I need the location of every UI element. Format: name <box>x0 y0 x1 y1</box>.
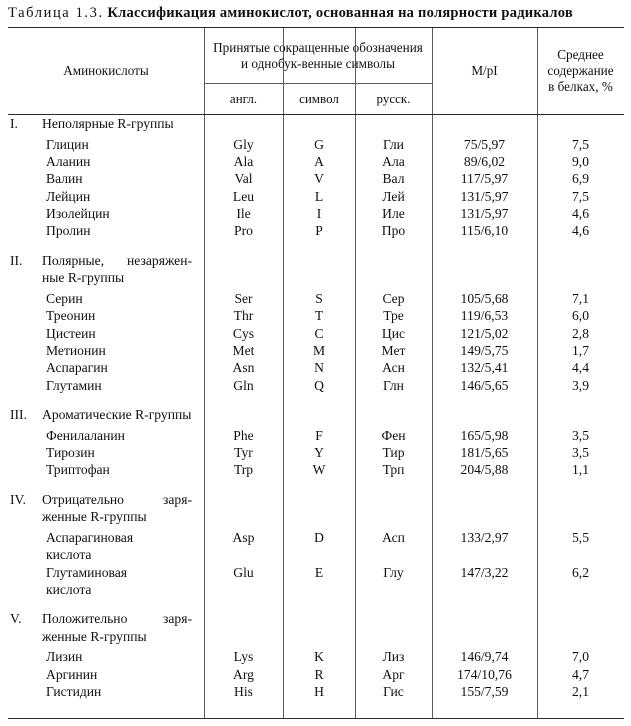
row-english-abbr: Gly <box>233 136 254 152</box>
row-mpi-value: 131/5,97 <box>460 188 509 204</box>
row-english-abbr: Ile <box>236 206 251 222</box>
group-numeral: IV. <box>10 491 26 507</box>
row-russian-abbr: Глн <box>383 377 404 393</box>
row-average-content: 1,7 <box>572 343 589 359</box>
table-header <box>8 28 624 114</box>
row-english-abbr: Glu <box>233 564 254 580</box>
row-amino-acid-name: Аспарагиновая кислота <box>46 529 134 563</box>
row-average-content: 7,5 <box>572 188 589 204</box>
table-row <box>8 529 624 564</box>
row-mpi-value: 146/9,74 <box>460 649 509 665</box>
group-numeral: V. <box>10 611 22 627</box>
row-one-letter-symbol: V <box>314 171 324 187</box>
row-spacer <box>8 240 624 245</box>
row-mpi-value: 131/5,97 <box>460 206 509 222</box>
row-one-letter-symbol: E <box>314 564 324 580</box>
row-mpi-value: 133/2,97 <box>460 529 509 545</box>
row-one-letter-symbol: K <box>314 649 324 665</box>
row-one-letter-symbol: I <box>316 206 322 222</box>
row-russian-abbr: Тре <box>383 308 404 324</box>
row-amino-acid-name: Серин <box>46 290 83 306</box>
row-average-content: 7,5 <box>572 136 589 152</box>
table-row <box>8 188 624 205</box>
caption-label: Таблица 1.3. <box>8 5 104 21</box>
table-caption <box>8 3 626 25</box>
row-mpi-value: 121/5,02 <box>460 325 509 341</box>
group-label: Полярные, незаряжен-ные R-группы <box>42 252 192 286</box>
table-row <box>8 325 624 342</box>
row-mpi-value: 155/7,59 <box>460 684 509 700</box>
row-english-abbr: Pro <box>234 223 253 239</box>
row-average-content: 3,5 <box>572 427 589 443</box>
row-mpi-value: 181/5,65 <box>460 445 509 461</box>
row-one-letter-symbol: N <box>314 360 324 376</box>
group-numeral: II. <box>10 252 23 268</box>
row-average-content: 3,9 <box>572 377 589 393</box>
row-russian-abbr: Тир <box>382 445 405 461</box>
row-amino-acid-name: Лейцин <box>46 188 91 204</box>
header-abbreviations: Принятые сокращенные обозначения и однобук-венные символы <box>213 39 423 71</box>
row-mpi-value: 146/5,65 <box>460 377 509 393</box>
row-one-letter-symbol: A <box>314 153 324 169</box>
row-spacer <box>8 479 624 484</box>
row-russian-abbr: Вал <box>382 171 405 187</box>
row-amino-acid-name: Тирозин <box>46 445 95 461</box>
row-amino-acid-name: Цистеин <box>46 325 96 341</box>
row-spacer <box>8 394 624 399</box>
row-one-letter-symbol: M <box>312 343 326 359</box>
row-russian-abbr: Арг <box>382 666 405 682</box>
row-one-letter-symbol: L <box>314 188 324 204</box>
group-header <box>8 115 624 133</box>
row-amino-acid-name: Фенилаланин <box>46 427 125 443</box>
row-russian-abbr: Про <box>381 223 406 239</box>
row-russian-abbr: Мет <box>381 343 406 359</box>
table-row <box>8 359 624 376</box>
table-row <box>8 136 624 153</box>
row-average-content: 6,9 <box>572 171 589 187</box>
header-sub-russian: русск. <box>376 91 411 106</box>
table-row <box>8 461 624 478</box>
table-row <box>8 342 624 359</box>
row-one-letter-symbol: F <box>315 427 323 443</box>
row-amino-acid-name: Пролин <box>46 223 91 239</box>
group-numeral: I. <box>10 116 18 131</box>
table-row <box>8 153 624 170</box>
row-russian-abbr: Фен <box>381 427 406 443</box>
table-body <box>8 115 624 718</box>
row-english-abbr: Arg <box>233 666 254 682</box>
row-english-abbr: Ser <box>234 290 253 306</box>
row-english-abbr: Asn <box>232 360 255 376</box>
row-mpi-value: 115/6,10 <box>460 223 509 239</box>
row-one-letter-symbol: W <box>312 462 326 478</box>
amino-acid-table <box>8 27 624 719</box>
row-russian-abbr: Асн <box>382 360 405 376</box>
group-header <box>8 406 624 424</box>
row-russian-abbr: Лей <box>382 188 405 204</box>
row-english-abbr: Gln <box>233 377 254 393</box>
row-average-content: 4,4 <box>572 360 589 376</box>
row-average-content: 1,1 <box>572 462 589 478</box>
row-amino-acid-name: Гистидин <box>46 684 102 700</box>
row-russian-abbr: Гис <box>383 684 404 700</box>
group-label: Ароматические R-группы <box>42 407 192 423</box>
row-one-letter-symbol: R <box>314 666 324 682</box>
row-english-abbr: Asp <box>232 529 255 545</box>
row-amino-acid-name: Аспарагин <box>46 360 108 376</box>
row-average-content: 5,5 <box>572 529 589 545</box>
row-english-abbr: Leu <box>232 188 255 204</box>
row-english-abbr: Cys <box>232 325 255 341</box>
row-russian-abbr: Иле <box>382 206 405 222</box>
row-average-content: 7,0 <box>572 649 589 665</box>
row-russian-abbr: Ала <box>382 153 405 169</box>
group-numeral: III. <box>10 407 27 423</box>
table-row <box>8 222 624 239</box>
table-row <box>8 290 624 307</box>
table-row <box>8 683 624 700</box>
row-mpi-value: 165/5,98 <box>460 427 509 443</box>
row-mpi-value: 105/5,68 <box>460 290 509 306</box>
row-average-content: 4,7 <box>572 666 589 682</box>
row-russian-abbr: Лиз <box>382 649 405 665</box>
row-amino-acid-name: Лизин <box>46 649 83 665</box>
row-one-letter-symbol: T <box>314 308 324 324</box>
row-amino-acid-name: Аргинин <box>46 666 98 682</box>
row-amino-acid-name: Изолейцин <box>46 206 110 222</box>
row-amino-acid-name: Триптофан <box>46 462 110 478</box>
row-spacer <box>8 598 624 603</box>
table-row <box>8 427 624 444</box>
row-amino-acid-name: Треонин <box>46 308 96 324</box>
row-mpi-value: 204/5,88 <box>460 462 509 478</box>
table-row <box>8 666 624 683</box>
row-mpi-value: 147/3,22 <box>460 564 509 580</box>
row-one-letter-symbol: H <box>314 684 324 700</box>
table-row <box>8 170 624 187</box>
table-row <box>8 564 624 599</box>
caption-title: Классификация аминокислот, основанная на полярности радикалов <box>107 5 574 21</box>
row-mpi-value: 174/10,76 <box>457 666 512 682</box>
row-amino-acid-name: Валин <box>46 171 83 187</box>
row-one-letter-symbol: P <box>315 223 323 239</box>
group-header <box>8 610 624 645</box>
row-english-abbr: Met <box>232 343 255 359</box>
row-mpi-value: 75/5,97 <box>463 136 506 152</box>
row-english-abbr: Trp <box>233 462 254 478</box>
row-mpi-value: 119/6,53 <box>460 308 509 324</box>
group-label: Положительно заря-женные R-группы <box>42 611 192 644</box>
row-english-abbr: Thr <box>233 308 254 324</box>
row-russian-abbr: Глу <box>383 564 404 580</box>
group-label: Неполярные R-группы <box>42 116 174 131</box>
row-russian-abbr: Цис <box>381 325 406 341</box>
table-row <box>8 648 624 665</box>
row-mpi-value: 149/5,75 <box>460 343 509 359</box>
row-average-content: 2,1 <box>572 684 589 700</box>
row-one-letter-symbol: C <box>314 325 324 341</box>
table-row <box>8 377 624 394</box>
header-sub-symbol: символ <box>299 91 339 106</box>
table-row <box>8 205 624 222</box>
header-amino-acids: Аминокислоты <box>63 63 149 78</box>
header-average-content: Среднее содержание в белках, % <box>547 47 614 94</box>
row-one-letter-symbol: S <box>315 290 323 306</box>
row-russian-abbr: Трп <box>382 462 405 478</box>
row-one-letter-symbol: Y <box>314 445 324 461</box>
header-mpi: M/pI <box>471 63 498 78</box>
row-average-content: 4,6 <box>572 206 589 222</box>
row-amino-acid-name: Глутамин <box>46 377 102 393</box>
row-amino-acid-name: Глицин <box>46 136 89 152</box>
row-english-abbr: Lys <box>233 649 254 665</box>
row-average-content: 7,1 <box>572 290 589 306</box>
row-english-abbr: Phe <box>233 427 254 443</box>
row-mpi-value: 117/5,97 <box>460 171 509 187</box>
row-one-letter-symbol: G <box>314 136 324 152</box>
table-row <box>8 444 624 461</box>
row-russian-abbr: Сер <box>382 290 405 306</box>
header-sub-english: англ. <box>229 91 258 106</box>
row-amino-acid-name: Аланин <box>46 153 91 169</box>
group-header <box>8 491 624 526</box>
group-header <box>8 252 624 287</box>
group-label: Отрицательно заря-женные R-группы <box>42 491 192 525</box>
row-russian-abbr: Гли <box>383 136 404 152</box>
row-mpi-value: 89/6,02 <box>463 153 506 169</box>
row-one-letter-symbol: D <box>314 529 324 545</box>
table-row <box>8 307 624 324</box>
row-amino-acid-name: Метионин <box>46 343 106 359</box>
row-average-content: 9,0 <box>572 153 589 169</box>
row-amino-acid-name: Глутаминовая кислота <box>46 564 128 598</box>
row-mpi-value: 132/5,41 <box>460 360 509 376</box>
row-average-content: 6,0 <box>572 308 589 324</box>
row-english-abbr: His <box>234 684 253 700</box>
row-english-abbr: Val <box>234 171 253 187</box>
row-average-content: 4,6 <box>572 223 589 239</box>
row-one-letter-symbol: Q <box>314 377 324 393</box>
row-russian-abbr: Асп <box>382 529 405 545</box>
row-average-content: 6,2 <box>572 564 589 580</box>
row-average-content: 2,8 <box>572 325 589 341</box>
row-average-content: 3,5 <box>572 445 589 461</box>
row-english-abbr: Tyr <box>234 445 253 461</box>
row-english-abbr: Ala <box>233 153 254 169</box>
